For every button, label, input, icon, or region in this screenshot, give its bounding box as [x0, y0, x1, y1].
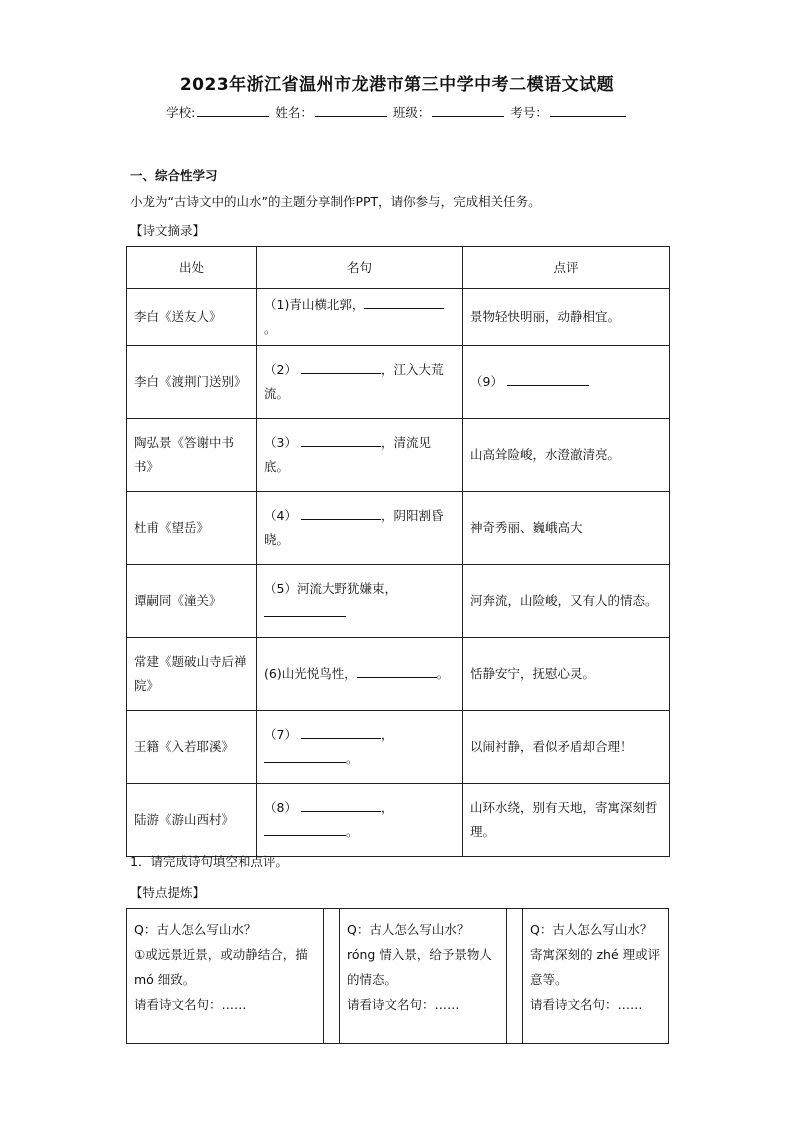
- feature-box: [523, 909, 668, 1043]
- source-cell: 李白《送友人》: [127, 289, 257, 346]
- quote-text: （4）: [264, 507, 297, 523]
- table-row: [127, 418, 670, 491]
- section-intro: 小龙为“古诗文中的山水”的主题分享制作PPT，请你参与，完成相关任务。: [130, 194, 541, 209]
- table-header-row: [127, 247, 670, 289]
- divider: [506, 909, 507, 1043]
- quote-cell: [257, 345, 463, 418]
- question-1: 1．请完成诗句填空和点评。: [130, 854, 288, 869]
- answer-blank[interactable]: [364, 295, 444, 309]
- source-cell: 王籍《入若耶溪》: [127, 710, 257, 783]
- comment-cell: 山环水绕，别有天地，寄寓深刻哲理。: [463, 783, 670, 856]
- feature-box: [340, 909, 506, 1043]
- table-row: [127, 491, 670, 564]
- school-label: 学校:: [166, 105, 196, 120]
- section-title: 一、综合性学习: [130, 168, 218, 183]
- feature-footer: 请看诗文名句：……: [347, 997, 460, 1012]
- divider: [323, 909, 324, 1043]
- quote-cell: [257, 564, 463, 637]
- exam-no-blank[interactable]: [550, 104, 626, 117]
- poem-excerpt-table: [126, 246, 670, 857]
- table-row: [127, 637, 670, 710]
- name-blank[interactable]: [315, 104, 387, 117]
- student-info-line: [0, 103, 794, 121]
- comment-cell: 河奔流，山险峻，又有人的情态。: [463, 564, 670, 637]
- table-row: [127, 710, 670, 783]
- quote-cell: [257, 783, 463, 856]
- feature-footer: 请看诗文名句：……: [530, 997, 643, 1012]
- quote-cell: [257, 637, 463, 710]
- table-row: [127, 564, 670, 637]
- quote-text: ，清流见底。: [264, 434, 431, 474]
- answer-blank[interactable]: [301, 433, 381, 447]
- source-cell: 杜甫《望岳》: [127, 491, 257, 564]
- answer-blank[interactable]: [301, 360, 381, 374]
- quote-text: 。: [346, 750, 359, 766]
- answer-blank[interactable]: [264, 822, 346, 836]
- class-blank[interactable]: [432, 104, 504, 117]
- name-label: 姓名：: [275, 105, 313, 120]
- excerpt-label: 【诗文摘录】: [130, 223, 206, 238]
- comment-cell: 恬静安宁，抚慰心灵。: [463, 637, 670, 710]
- quote-text: ，: [380, 726, 394, 742]
- quote-text: 。: [436, 665, 450, 681]
- school-blank[interactable]: [197, 104, 269, 117]
- table-row: [127, 289, 670, 346]
- source-cell: 陆游《游山西村》: [127, 783, 257, 856]
- feature-footer: 请看诗文名句：……: [134, 997, 247, 1012]
- features-label: 【特点提炼】: [130, 885, 206, 900]
- exam-no-label: 考号：: [510, 105, 548, 120]
- comment-cell: 山高耸险峻，水澄澈清亮。: [463, 418, 670, 491]
- quote-text: （7）: [264, 726, 297, 742]
- source-cell: 李白《渡荆门送别》: [127, 345, 257, 418]
- feature-body: róng 情入景，给予景物人的情态。: [347, 947, 492, 987]
- answer-blank[interactable]: [301, 506, 381, 520]
- quote-text: 。: [346, 823, 359, 839]
- quote-text: （2）: [264, 361, 297, 377]
- quote-text: （5）河流大野犹嫌束，: [264, 580, 397, 596]
- source-cell: 谭嗣同《潼关》: [127, 564, 257, 637]
- answer-blank[interactable]: [357, 664, 437, 678]
- feature-question: Q：古人怎么写山水？: [134, 922, 257, 937]
- column-header: 点评: [463, 247, 670, 289]
- column-header: 出处: [127, 247, 257, 289]
- quote-text: （3）: [264, 434, 297, 450]
- answer-blank[interactable]: [264, 749, 346, 763]
- comment-cell: 以闹衬静，看似矛盾却合理！: [463, 710, 670, 783]
- quote-text: （8）: [264, 799, 297, 815]
- source-cell: 陶弘景《答谢中书书》: [127, 418, 257, 491]
- quote-text: （1)青山横北郭，: [264, 297, 365, 312]
- answer-blank[interactable]: [264, 603, 346, 617]
- answer-blank[interactable]: [301, 798, 381, 812]
- quote-cell: [257, 418, 463, 491]
- column-header: 名句: [257, 247, 463, 289]
- answer-blank[interactable]: [301, 725, 381, 739]
- quote-cell: [257, 710, 463, 783]
- quote-text: ，江入大荒流。: [264, 361, 444, 401]
- quote-text: (6)山光悦鸟性，: [264, 665, 357, 681]
- table-row: [127, 345, 670, 418]
- quote-cell: [257, 289, 463, 346]
- quote-text: ，: [380, 799, 394, 815]
- quote-cell: [257, 491, 463, 564]
- quote-text: ，阴阳割昏晓。: [264, 507, 444, 547]
- comment-cell: 景物轻快明丽，动静相宜。: [463, 289, 670, 346]
- answer-blank[interactable]: [507, 372, 589, 386]
- quote-text: 。: [264, 320, 277, 336]
- features-panel: [126, 908, 669, 1044]
- class-label: 班级：: [392, 105, 431, 120]
- feature-question: Q：古人怎么写山水？: [530, 922, 653, 937]
- feature-body: ①或远景近景，或动静结合，描 mó 细致。: [134, 947, 308, 987]
- feature-box: [127, 909, 323, 1043]
- comment-text: （9）: [470, 373, 503, 389]
- feature-question: Q：古人怎么写山水？: [347, 922, 470, 937]
- comment-cell: 神奇秀丽、巍峨高大: [463, 491, 670, 564]
- comment-cell: [463, 345, 670, 418]
- source-cell: 常建《题破山寺后禅院》: [127, 637, 257, 710]
- feature-body: 寄寓深刻的 zhé 理或评意等。: [530, 947, 661, 987]
- table-row: [127, 783, 670, 856]
- page-title: 2023年浙江省温州市龙港市第三中学中考二模语文试题: [179, 75, 615, 95]
